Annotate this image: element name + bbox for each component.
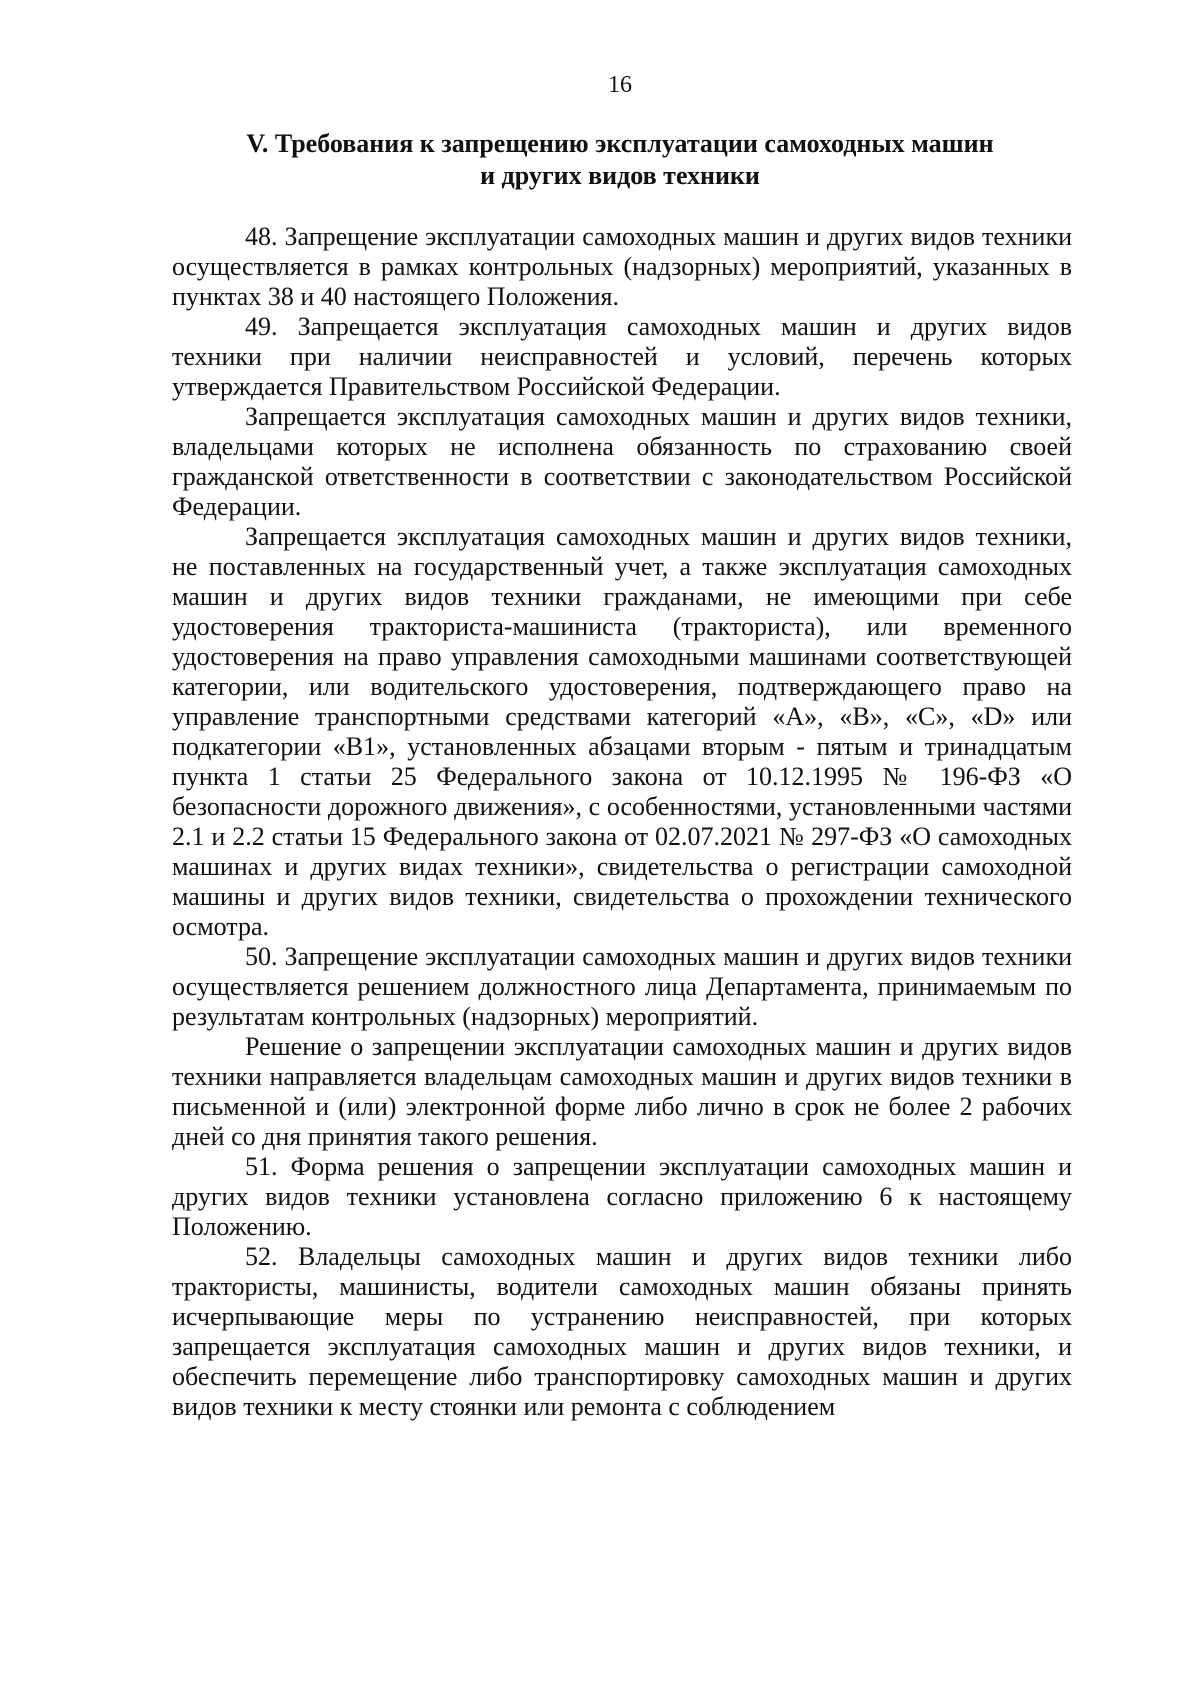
paragraph-insurance: Запрещается эксплуатация самоходных машин и других видов техники, владельцами которых не исполнена обязанность по страхованию своей гражданской ответственности в соответствии с законодательством Российской Федерации.	[172, 402, 1072, 521]
section-heading-line-2: и других видов техники	[480, 161, 760, 190]
paragraph-50: 50. Запрещение эксплуатации самоходных машин и других видов техники осуществляется решением должностного лица Департамента, принимаемым по результатам контрольных (надзорных) мероприятий.	[172, 942, 1072, 1031]
paragraph-49: 49. Запрещается эксплуатация самоходных машин и других видов техники при наличии неисправностей и условий, перечень которых утверждается Правительством Российской Федерации.	[172, 312, 1072, 401]
document-body	[172, 222, 1072, 1422]
section-heading	[200, 128, 1040, 192]
paragraph-registration: Запрещается эксплуатация самоходных машин и других видов техники, не поставленных на государственный учет, а также эксплуатация самоходных машин и других видов техники гражданами, не имеющими при себе удостоверения тракториста-машиниста (тракториста), или временного удостоверения на право управления самоходными машинами соответствующей категории, или водительского удостоверения, подтверждающего право на управление транспортными средствами категорий «А», «В», «С», «D» или подкатегории «В1», установленных абзацами вторым - пятым и тринадцатым пункта 1 статьи 25 Федерального закона от 10.12.1995 № 196-ФЗ «О безопасности дорожного движения», с особенностями, установленными частями 2.1 и 2.2 статьи 15 Федерального закона от 02.07.2021 № 297-ФЗ «О самоходных машинах и других видах техники», свидетельства о регистрации самоходной машины и других видов техники, свидетельства о прохождении технического осмотра.	[172, 522, 1072, 941]
paragraph-51: 51. Форма решения о запрещении эксплуатации самоходных машин и других видов техники установлена согласно приложению 6 к настоящему Положению.	[172, 1152, 1072, 1241]
section-heading-line-1: V. Требования к запрещению эксплуатации самоходных машин	[246, 129, 994, 158]
paragraph-52: 52. Владельцы самоходных машин и других видов техники либо трактористы, машинисты, водители самоходных машин обязаны принять исчерпывающие меры по устранению неисправностей, при которых запрещается эксплуатация самоходных машин и других видов техники, и обеспечить перемещение либо транспортировку самоходных машин и других видов техники к месту стоянки или ремонта с соблюдением	[172, 1242, 1072, 1421]
paragraph-decision: Решение о запрещении эксплуатации самоходных машин и других видов техники направляется владельцам самоходных машин и других видов техники в письменной и (или) электронной форме либо лично в срок не более 2 рабочих дней со дня принятия такого решения.	[172, 1032, 1072, 1151]
page-number: 16	[608, 72, 632, 98]
paragraph-48: 48. Запрещение эксплуатации самоходных машин и других видов техники осуществляется в рамках контрольных (надзорных) мероприятий, указанных в пунктах 38 и 40 настоящего Положения.	[172, 222, 1072, 311]
